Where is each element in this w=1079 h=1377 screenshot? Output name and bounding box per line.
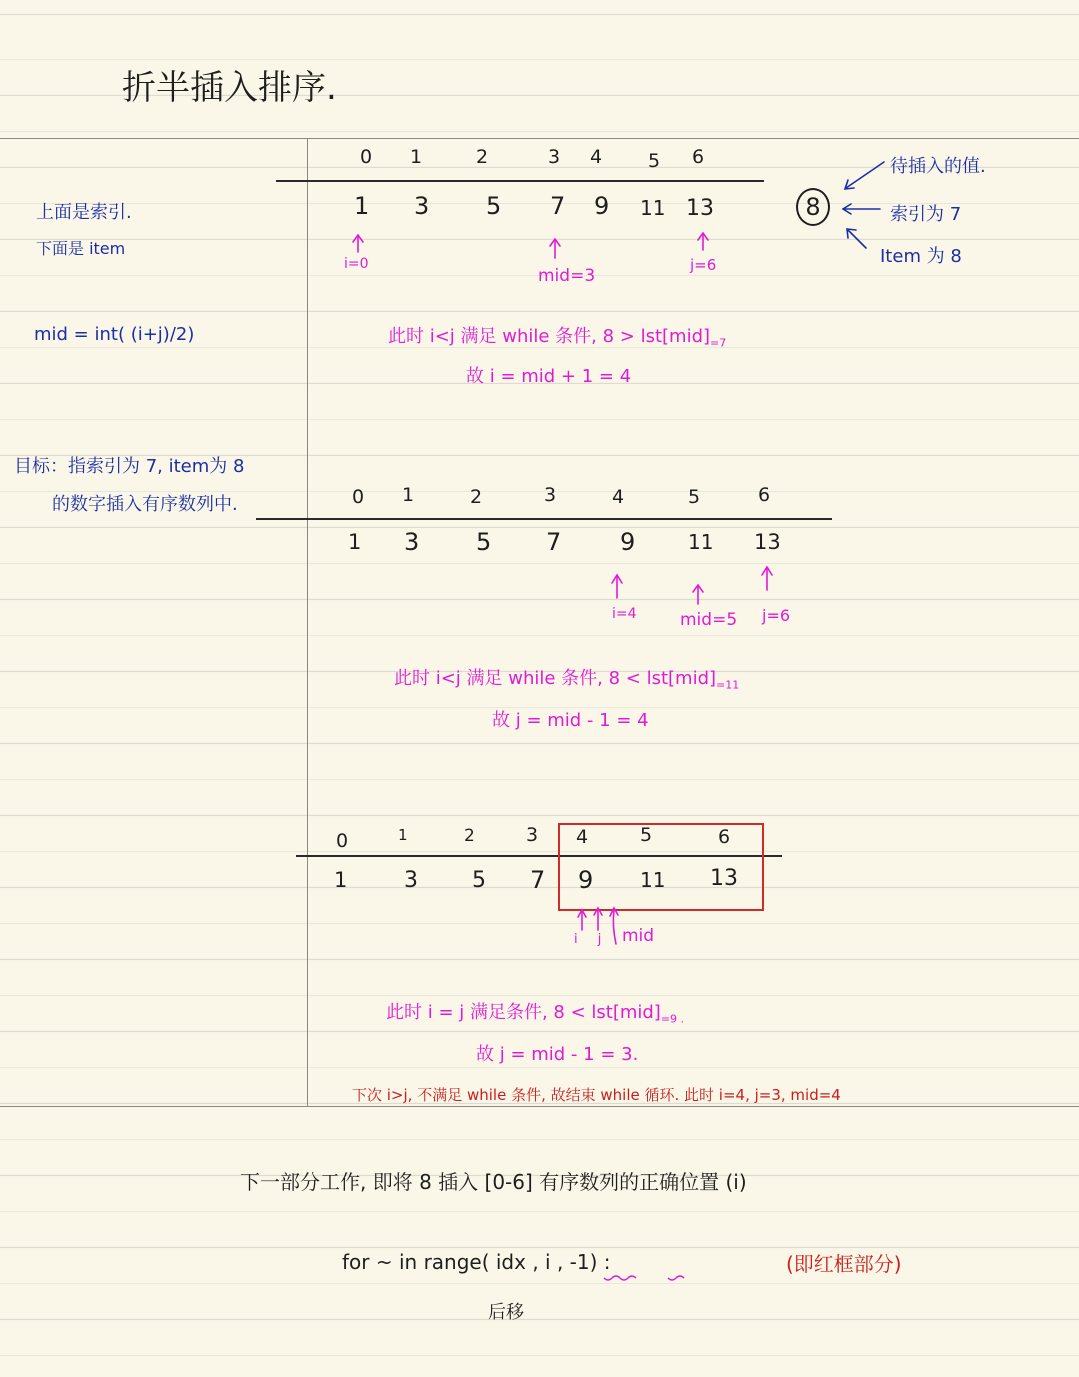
loop-code-note: (即红框部分) xyxy=(786,1252,902,1276)
next-step-note: 下一部分工作, 即将 8 插入 [0-6] 有序数列的正确位置 (i) xyxy=(240,1170,747,1194)
step3-value-3: 7 xyxy=(530,866,546,894)
step3-condition-text: 此时 i = j 满足条件, 8 < lst[mid] xyxy=(386,1002,661,1023)
step3-index-6: 6 xyxy=(718,826,731,848)
item-circled-value: 8 xyxy=(796,188,830,226)
side-note-index: 索引为 7 xyxy=(890,204,962,225)
side-arrow-item xyxy=(847,229,866,248)
step1-value-5: 11 xyxy=(640,196,666,220)
step2-arrow-j xyxy=(762,567,772,590)
step3-condition-sub: =9 . xyxy=(660,1012,685,1026)
step1-index-2: 2 xyxy=(476,146,489,168)
step2-update: 故 j = mid - 1 = 4 xyxy=(492,710,649,731)
step3-arrow-mid xyxy=(610,908,618,944)
step2-value-4: 9 xyxy=(620,528,636,556)
side-arrow-pending xyxy=(845,162,884,189)
step3-pointer-mid: mid xyxy=(622,926,655,946)
step2-index-0: 0 xyxy=(352,486,365,508)
step3-index-1: 1 xyxy=(398,826,408,844)
step2-pointer-i: i=4 xyxy=(612,606,637,622)
step2-index-3: 3 xyxy=(544,484,557,506)
step1-index-4: 4 xyxy=(590,146,603,168)
step1-pointer-j: j=6 xyxy=(690,256,717,274)
step1-index-1: 1 xyxy=(410,146,423,168)
loop-end-note: 下次 i>j, 不满足 while 条件, 故结束 while 循环. 此时 i=4, j=3, mid=4 xyxy=(352,1086,841,1104)
step2-condition-sub: =11 xyxy=(716,678,740,692)
step2-value-6: 13 xyxy=(754,530,781,554)
step2-index-6: 6 xyxy=(758,484,771,506)
step1-value-4: 9 xyxy=(594,192,610,220)
goal-note-line2: 的数字插入有序数列中. xyxy=(52,494,238,515)
step2-arrow-mid xyxy=(693,585,703,604)
step1-index-5: 5 xyxy=(648,150,661,172)
step1-value-1: 3 xyxy=(414,192,430,220)
step3-index-4: 4 xyxy=(576,826,589,848)
step1-value-0: 1 xyxy=(354,192,370,220)
step1-value-2: 5 xyxy=(486,192,502,220)
item-label-note: 下面是 item xyxy=(36,239,126,258)
step2-index-2: 2 xyxy=(470,486,483,508)
side-note-pending-value: 待插入的值. xyxy=(890,156,986,177)
step3-arrow-j xyxy=(594,908,602,930)
step2-index-5: 5 xyxy=(688,486,701,508)
step3-value-4: 9 xyxy=(578,866,594,894)
step2-value-5: 11 xyxy=(688,530,714,554)
step2-value-0: 1 xyxy=(348,530,362,554)
step2-value-1: 3 xyxy=(404,528,420,556)
step1-arrow-i xyxy=(353,235,363,252)
page-title: 折半插入排序. xyxy=(122,68,337,108)
step3-value-2: 5 xyxy=(472,868,486,893)
code-underline-squiggles xyxy=(604,1276,684,1280)
step3-update: 故 j = mid - 1 = 3. xyxy=(476,1044,639,1065)
step1-condition-sub: =7 xyxy=(710,336,727,350)
mid-formula: mid = int( (i+j)/2) xyxy=(34,324,195,345)
step1-index-0: 0 xyxy=(360,146,373,168)
step1-condition-text: 此时 i<j 满足 while 条件, 8 > lst[mid] xyxy=(388,326,711,347)
step3-value-1: 3 xyxy=(404,868,418,893)
step3-index-3: 3 xyxy=(526,824,539,846)
goal-note-line1: 目标：指索引为 7, item为 8 xyxy=(14,456,245,477)
step1-index-6: 6 xyxy=(692,146,705,168)
step3-value-5: 11 xyxy=(640,868,666,892)
side-arrow-index xyxy=(843,204,880,214)
step1-pointer-i: i=0 xyxy=(344,256,369,272)
step3-index-2: 2 xyxy=(464,826,475,846)
step1-index-3: 3 xyxy=(548,146,561,168)
step2-value-2: 5 xyxy=(476,528,492,556)
step3-index-5: 5 xyxy=(640,824,653,846)
step1-arrow-mid xyxy=(550,239,560,258)
step2-arrow-i xyxy=(612,575,622,598)
step2-pointer-mid: mid=5 xyxy=(680,610,738,630)
step1-arrow-j xyxy=(698,233,708,250)
step1-pointer-mid: mid=3 xyxy=(538,266,596,286)
step3-value-0: 1 xyxy=(334,868,348,892)
step1-update: 故 i = mid + 1 = 4 xyxy=(466,366,632,387)
step2-condition-text: 此时 i<j 满足 while 条件, 8 < lst[mid] xyxy=(394,668,717,689)
step2-index-1: 1 xyxy=(402,484,415,506)
step3-arrow-i xyxy=(578,910,586,930)
side-note-item: Item 为 8 xyxy=(880,246,962,267)
step2-pointer-j: j=6 xyxy=(762,606,791,625)
index-label-note: 上面是索引. xyxy=(36,202,132,223)
loop-code: for ~ in range( idx , i , -1) : xyxy=(342,1250,611,1274)
step1-value-6: 13 xyxy=(686,196,714,221)
step1-value-3: 7 xyxy=(550,192,566,220)
step2-value-3: 7 xyxy=(546,528,562,556)
step3-value-6: 13 xyxy=(710,866,738,891)
step2-index-4: 4 xyxy=(612,486,625,508)
shift-note: 后移 xyxy=(488,1302,524,1323)
step3-pointer-ij: i j xyxy=(574,932,610,947)
step3-index-0: 0 xyxy=(336,830,349,852)
